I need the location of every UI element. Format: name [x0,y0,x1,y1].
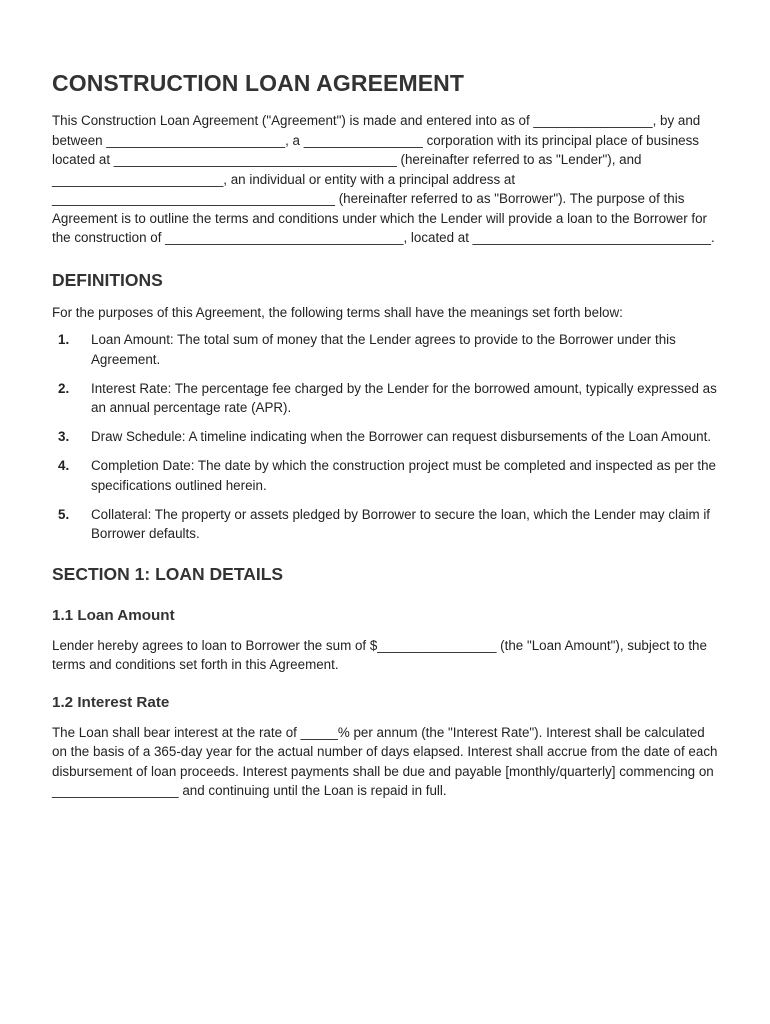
list-item [52,456,720,495]
list-item-text: Collateral: The property or assets pledged by Borrower to secure the loan, which the Lender may claim if Borrower defaults. [91,506,711,541]
list-item-number: 3. [58,429,70,444]
list-item-number: 5. [58,506,70,522]
list-item-number: 2. [58,380,70,396]
list-item [52,427,720,447]
list-item-text: Draw Schedule: A timeline indicating when the Borrower can request disbursements of the Loan Amount. [91,429,712,444]
interest-rate-heading: 1.2 Interest Rate [52,693,170,711]
section-1-heading: SECTION 1: LOAN DETAILS [52,563,284,584]
list-item-text: Completion Date: The date by which the construction project must be completed and inspected as per the specifications outlined herein. [91,458,717,493]
definitions-list [52,330,720,544]
document-title: CONSTRUCTION LOAN AGREEMENT [52,70,465,96]
interest-rate-paragraph: The Loan shall bear interest at the rate of _____% per annum (the "Interest Rate"). Interest shall be calculated on the basis of a 365-day year for the actual number of days elapsed. Interest shall accrue from the date of each disbursement of loan proceeds. Interest payments shall be due and payable [monthly/quarterly] commencing on _________________ and continuing until the Loan is repaid in full. [52,724,722,798]
list-item-number: 4. [58,458,70,473]
list-item [52,379,720,418]
list-item-text: Loan Amount: The total sum of money that the Lender agrees to provide to the Borrower under this Agreement. [91,332,676,367]
definitions-heading: DEFINITIONS [52,269,163,290]
list-item [52,505,720,544]
list-item-text: Interest Rate: The percentage fee charged by the Lender for the borrowed amount, typically expressed as an annual percentage rate (APR). [91,380,717,415]
loan-amount-heading: 1.1 Loan Amount [52,606,175,624]
list-item-number: 1. [58,332,70,347]
intro-paragraph: This Construction Loan Agreement ("Agreement") is made and entered into as of ________________, by and between ________________________, a ________________ corporation with its principal place of business located at ______________________________________ (hereinafter referred to as "Lender"), and _______________________, an individual or entity with a principal address at ______________________________________ (hereinafter referred to as "Borrower"). The purpose of this Agreement is to outline the terms and conditions under which the Lender will provide a loan to the Borrower for the construction of ________________________________, located at ________________________________. [52,113,715,245]
loan-amount-paragraph: Lender hereby agrees to loan to Borrower the sum of $________________ (the "Loan Amount"), subject to the terms and conditions set forth in this Agreement. [52,637,711,672]
list-item [52,330,720,369]
definitions-intro: For the purposes of this Agreement, the following terms shall have the meanings set forth below: [52,304,623,320]
document-page [52,70,720,801]
